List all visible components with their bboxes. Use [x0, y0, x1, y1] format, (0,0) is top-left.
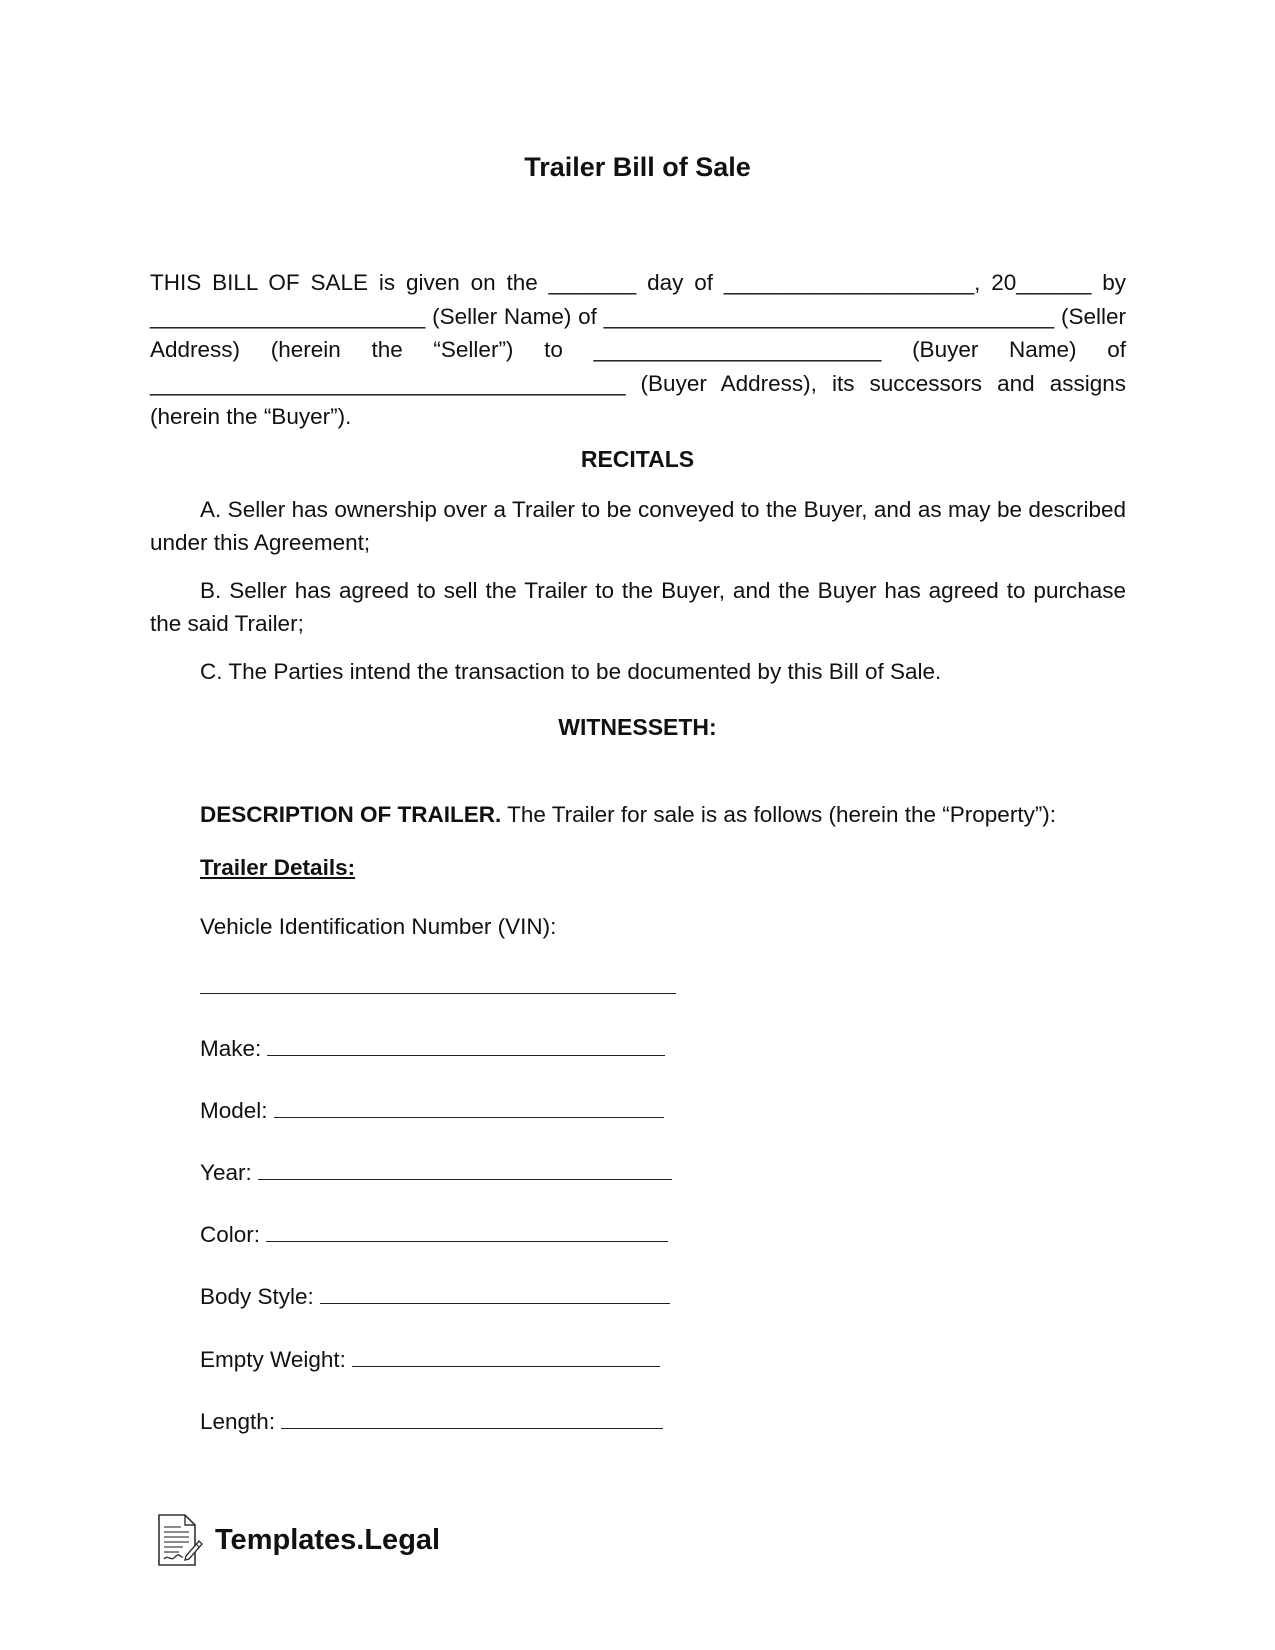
length-label: Length: [200, 1409, 276, 1434]
model-label: Model: [200, 1098, 268, 1123]
make-field [200, 1036, 665, 1062]
vin-label: Vehicle Identification Number (VIN): [200, 914, 557, 939]
empty-weight-label: Empty Weight: [200, 1347, 346, 1372]
description-label: DESCRIPTION OF TRAILER. [200, 802, 502, 827]
description-text: The Trailer for sale is as follows (herein the “Property”): [501, 802, 1057, 827]
vin-blank-line [200, 992, 676, 994]
brand-name: Templates.Legal [215, 1523, 441, 1556]
body-style-blank-line [320, 1285, 670, 1304]
footer-brand [155, 1513, 440, 1567]
model-blank-line [274, 1099, 664, 1118]
body-style-label: Body Style: [200, 1284, 314, 1309]
empty-weight-field [200, 1347, 660, 1373]
make-label: Make: [200, 1036, 262, 1061]
color-blank-line [266, 1223, 668, 1242]
intro-paragraph: THIS BILL OF SALE is given on the _______ day of ____________________, 20______ by ______________________ (Seller Name) of ____________________________________ (Seller Address) (herein the “Seller”) to _______________________ (Buyer Name) of ______________________________________ (Buyer Address), its successors and assigns (herein the “Buyer”). [150, 270, 1126, 429]
empty-weight-blank-line [352, 1348, 660, 1367]
body-style-field [200, 1284, 670, 1310]
recitals-heading: RECITALS [580, 446, 695, 472]
make-blank-line [267, 1037, 665, 1056]
witnesseth-heading: WITNESSETH: [558, 714, 717, 740]
recital-a: A. Seller has ownership over a Trailer to be conveyed to the Buyer, and as may be described under this Agreement; [150, 497, 1126, 555]
year-label: Year: [200, 1160, 252, 1185]
document-signature-icon [155, 1513, 203, 1567]
length-blank-line [281, 1410, 663, 1429]
length-field [200, 1409, 663, 1435]
year-field [200, 1160, 672, 1186]
model-field [200, 1098, 664, 1124]
trailer-details-label: Trailer Details: [200, 855, 356, 880]
document-title: Trailer Bill of Sale [524, 152, 751, 182]
color-field [200, 1222, 668, 1248]
year-blank-line [258, 1161, 672, 1180]
description-of-trailer [200, 802, 1140, 828]
recital-b: B. Seller has agreed to sell the Trailer to the Buyer, and the Buyer has agreed to purchase the said Trailer; [150, 578, 1126, 636]
recital-c: C. The Parties intend the transaction to be documented by this Bill of Sale. [200, 659, 942, 684]
color-label: Color: [200, 1222, 261, 1247]
